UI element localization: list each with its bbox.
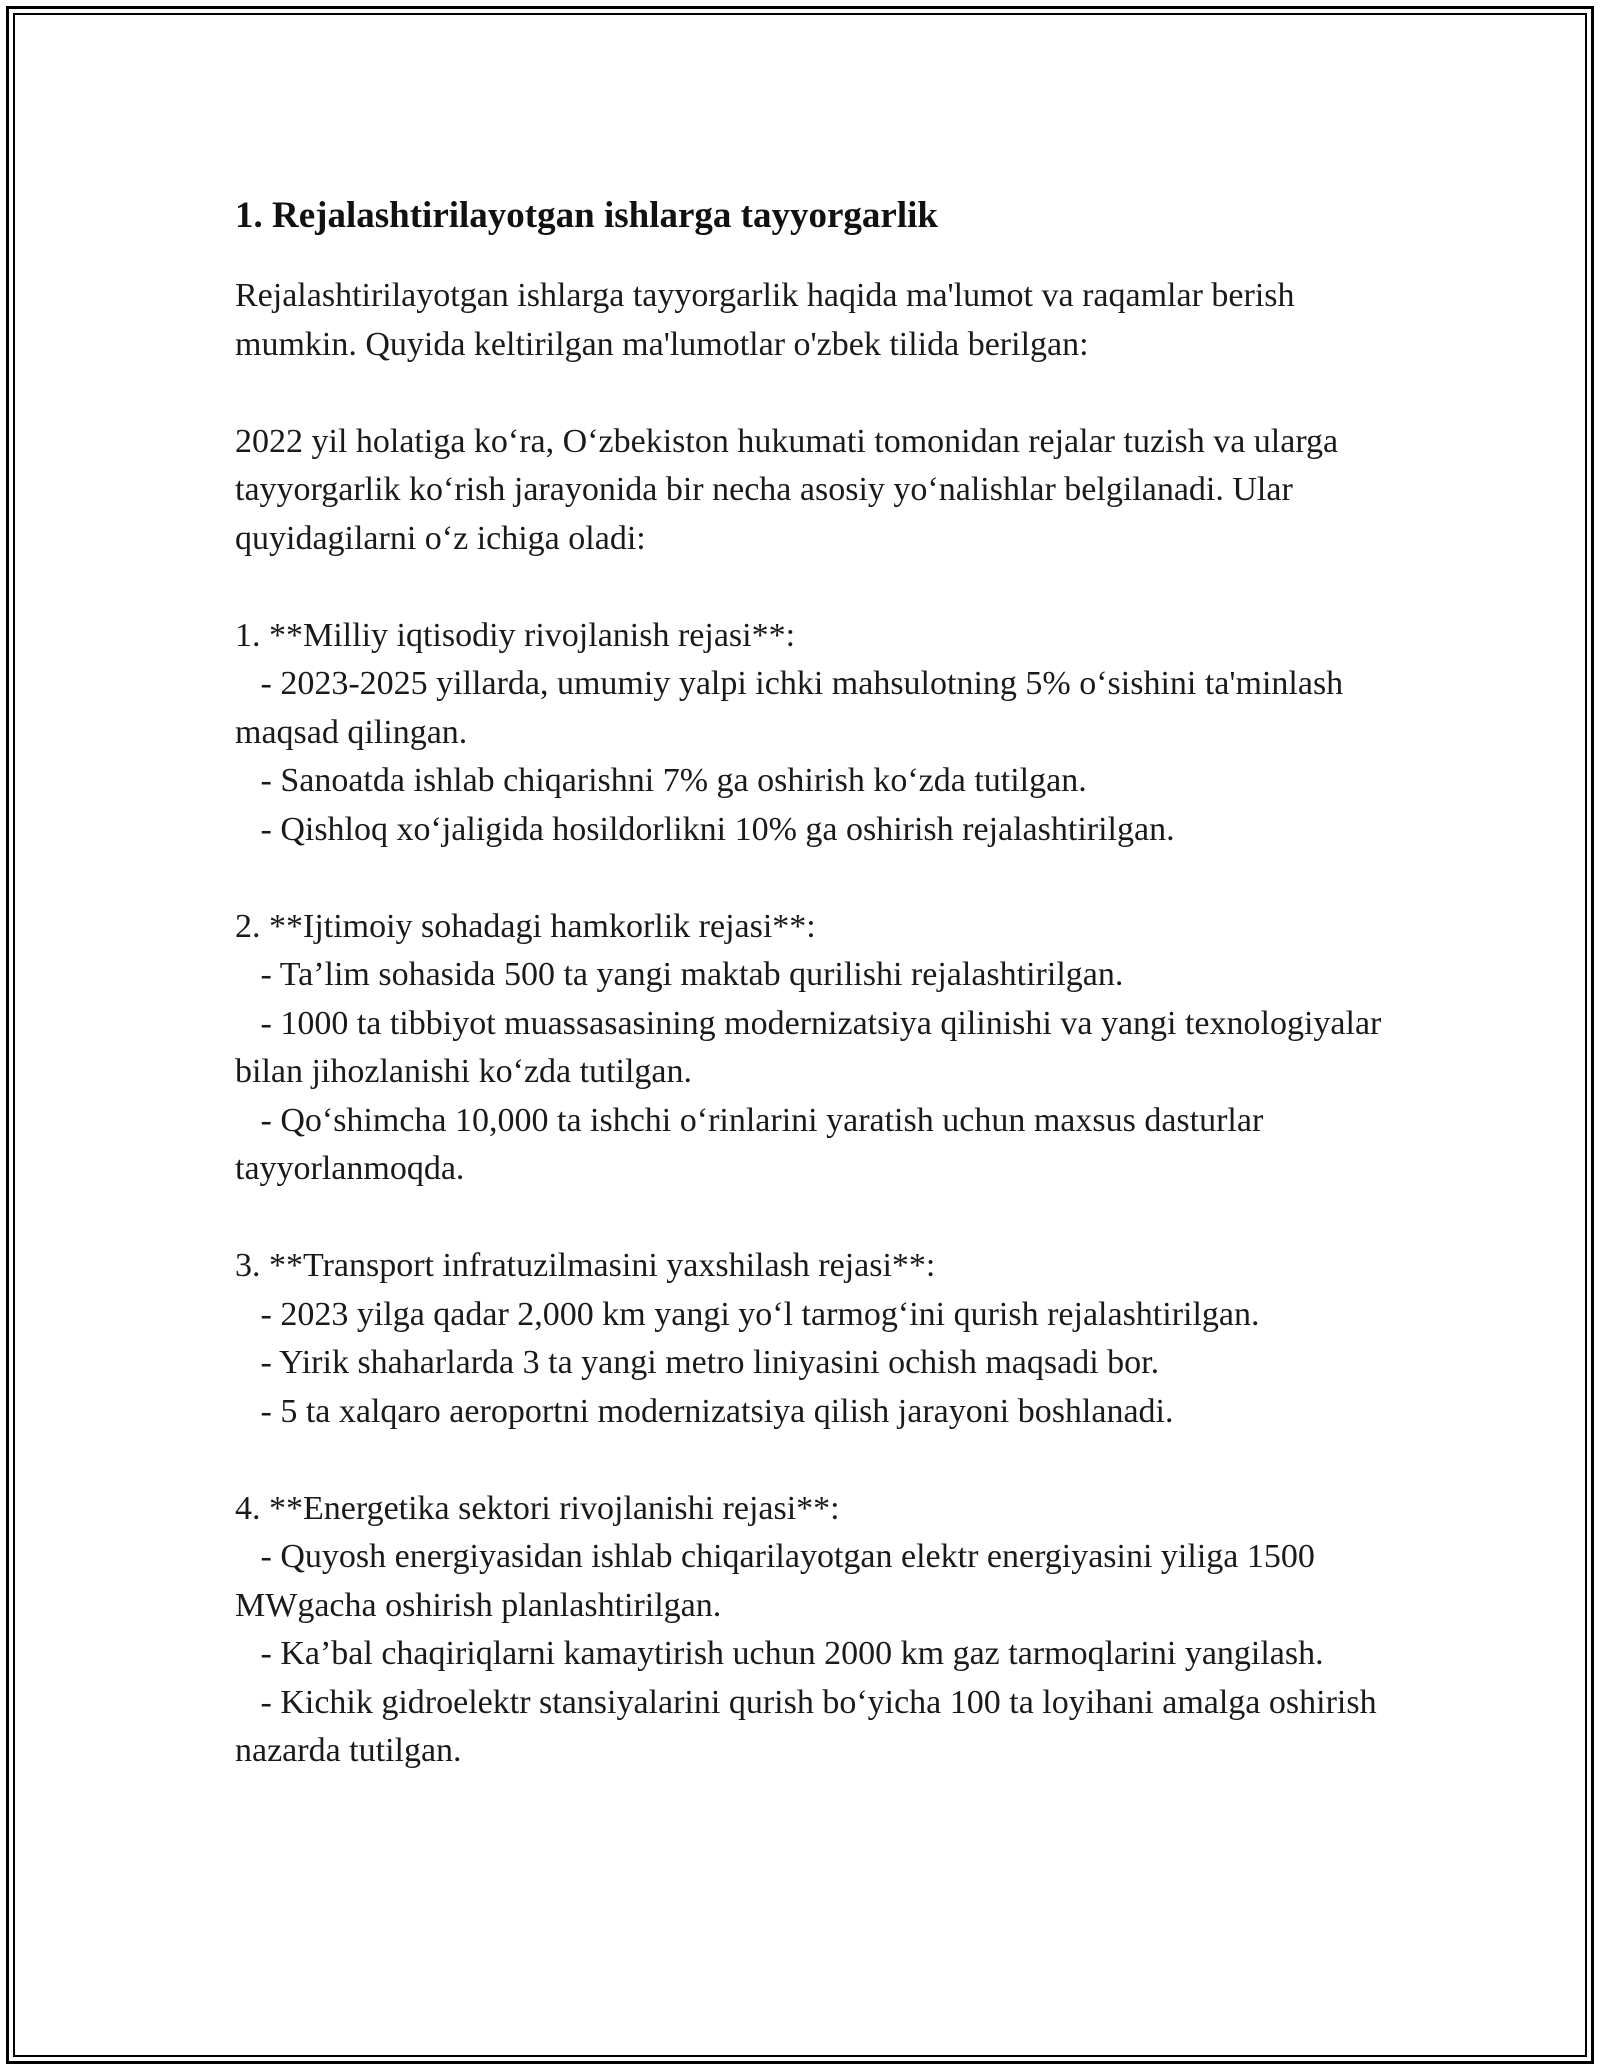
- section-item: [235, 806, 1415, 855]
- indent: [235, 956, 261, 993]
- indent: [235, 1538, 261, 1575]
- section-item: [235, 1679, 1415, 1776]
- section-item: [235, 1291, 1415, 1340]
- section-item-text: - Quyosh energiyasidan ishlab chiqarilayotgan elektr energiyasini yiliga 1500 MWgacha oshirish planlashtirilgan.: [235, 1538, 1315, 1624]
- section-item-text: - Kichik gidroelektr stansiyalarini qurish bo‘yicha 100 ta loyihani amalga oshirish nazarda tutilgan.: [235, 1683, 1377, 1769]
- indent: [235, 1393, 261, 1430]
- section-item-text: - 1000 ta tibbiyot muassasasining modernizatsiya qilinishi va yangi texnologiyalar bilan jihozlanishi ko‘zda tutilgan.: [235, 1004, 1382, 1090]
- plan-section: [235, 612, 1415, 855]
- section-item-text: - Ta’lim sohasida 500 ta yangi maktab qurilishi rejalashtirilgan.: [260, 956, 1124, 993]
- section-item-text: - Qishloq xo‘jaligida hosildorlikni 10% ga oshirish rejalashtirilgan.: [260, 810, 1175, 848]
- indent: [235, 1005, 261, 1042]
- section-title: 3. **Transport infratuzilmasini yaxshilash rejasi**:: [235, 1247, 936, 1284]
- section-title: 1. **Milliy iqtisodiy rivojlanish rejasi**:: [235, 616, 796, 654]
- section-title: 2. **Ijtimoiy sohadagi hamkorlik rejasi**:: [235, 907, 816, 945]
- section-item-text: - Qo‘shimcha 10,000 ta ishchi o‘rinlarini yaratish uchun maxsus dasturlar tayyorlanmoqda.: [235, 1101, 1264, 1187]
- intro-paragraph: Rejalashtirilayotgan ishlarga tayyorgarlik haqida ma'lumot va raqamlar berish mumkin. Quyida keltirilgan ma'lumotlar o'zbek tilida berilgan:: [235, 277, 1295, 363]
- indent: [235, 1344, 261, 1381]
- indent: [235, 1635, 261, 1672]
- context-paragraph: 2022 yil holatiga ko‘ra, O‘zbekiston hukumati tomonidan rejalar tuzish va ularga tayyorgarlik ko‘rish jarayonida bir necha asosiy yo‘nalishlar belgilanadi. Ular quyidagilarni o‘z ichiga oladi:: [235, 422, 1339, 557]
- plan-section: [235, 1485, 1415, 1776]
- document-heading: 1. Rejalashtirilayotgan ishlarga tayyorgarlik: [235, 195, 938, 236]
- section-item-text: - Yirik shaharlarda 3 ta yangi metro liniyasini ochish maqsadi bor.: [260, 1344, 1160, 1381]
- indent: [235, 1102, 261, 1139]
- indent: [235, 1296, 261, 1333]
- section-item-text: - Ka’bal chaqiriqlarni kamaytirish uchun 2000 km gaz tarmoqlarini yangilash.: [260, 1635, 1324, 1672]
- plan-section: [235, 1242, 1415, 1436]
- section-item: [235, 1000, 1415, 1097]
- section-item: [235, 1097, 1415, 1194]
- section-item: [235, 757, 1415, 806]
- section-item: [235, 1388, 1415, 1437]
- section-item-text: - 2023 yilga qadar 2,000 km yangi yo‘l tarmog‘ini qurish rejalashtirilgan.: [260, 1295, 1260, 1333]
- indent: [235, 665, 261, 702]
- indent: [235, 762, 261, 799]
- indent: [235, 1684, 261, 1721]
- section-item: [235, 1339, 1415, 1388]
- section-item: [235, 1630, 1415, 1679]
- section-title: 4. **Energetika sektori rivojlanishi rejasi**:: [235, 1489, 840, 1527]
- plan-section: [235, 903, 1415, 1194]
- section-item-text: - 5 ta xalqaro aeroportni modernizatsiya qilish jarayoni boshlanadi.: [260, 1392, 1174, 1430]
- section-item-text: - Sanoatda ishlab chiqarishni 7% ga oshirish ko‘zda tutilgan.: [260, 762, 1087, 799]
- section-item-text: - 2023-2025 yillarda, umumiy yalpi ichki mahsulotning 5% o‘sishini ta'minlash maqsad qilingan.: [235, 665, 1344, 751]
- section-item: [235, 660, 1415, 757]
- section-item: [235, 1533, 1415, 1630]
- indent: [235, 811, 261, 848]
- section-item: [235, 951, 1415, 1000]
- document-body: [235, 190, 1415, 1824]
